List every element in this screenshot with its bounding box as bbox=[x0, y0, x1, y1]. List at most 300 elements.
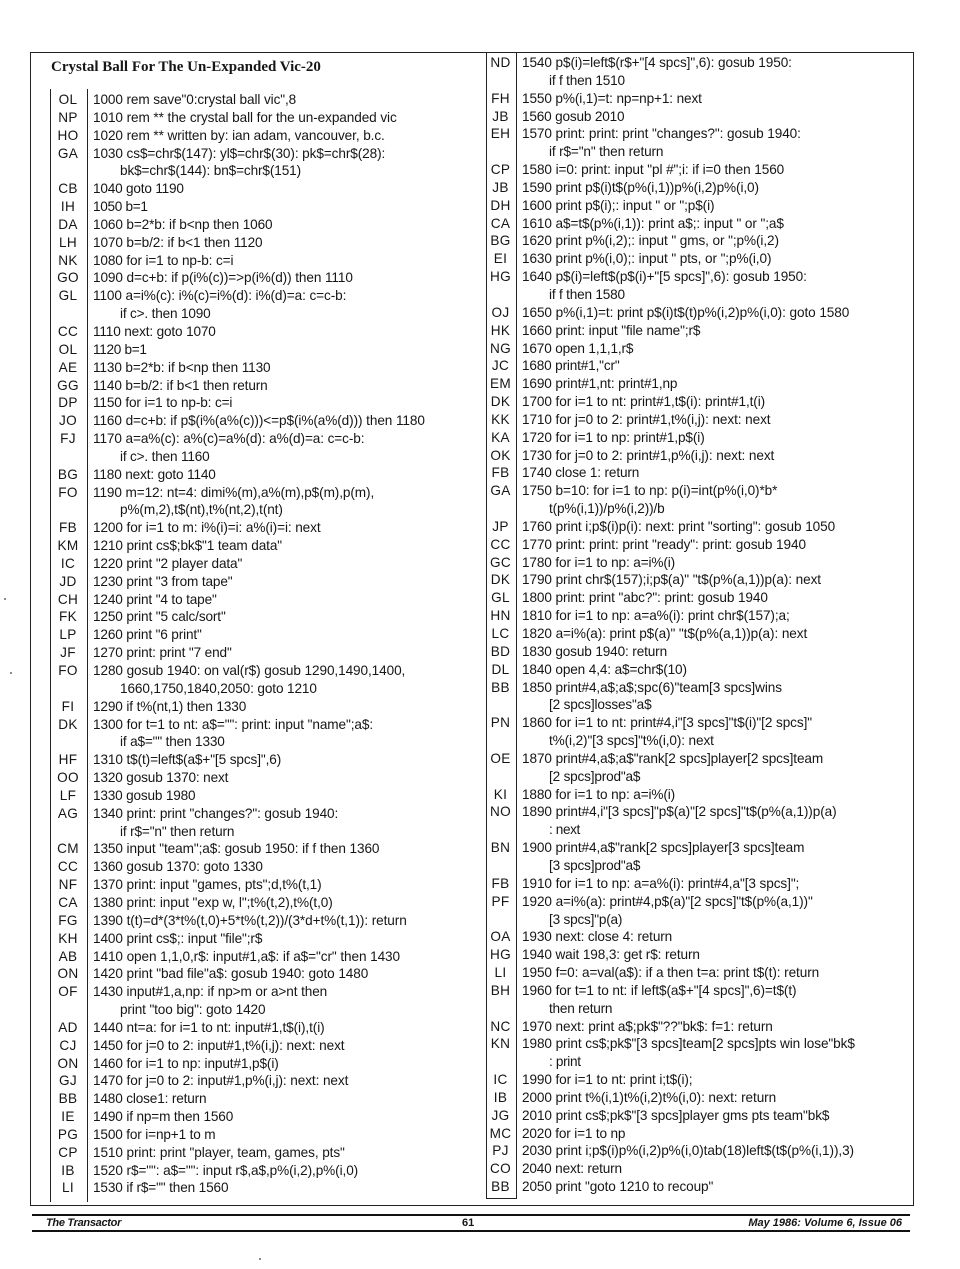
line-code: 1390 t(t)=d*(3*t%(t,0)+5*t%(t,2))/(3*d+t%(t,1)): return bbox=[93, 912, 407, 928]
line-checksum: NC bbox=[490, 1018, 511, 1034]
listing-line bbox=[486, 215, 910, 233]
line-code: 2030 print i;p$(i)p%(i,2)p%(i,0)tab(18)left$(t$(p%(i,1)),3) bbox=[522, 1143, 855, 1159]
listing-line bbox=[486, 946, 910, 964]
line-code: if c>. then 1090 bbox=[120, 306, 211, 322]
line-code: 1430 input#1,a,np: if np>m or a>nt then bbox=[93, 984, 328, 1000]
listing-line bbox=[50, 501, 482, 519]
line-checksum bbox=[486, 732, 515, 750]
line-code: 1720 for i=1 to np: print#1,p$(i) bbox=[522, 429, 705, 445]
line-checksum: FG bbox=[58, 912, 78, 928]
line-code: 1730 for j=0 to 2: print#1,p%(i,j): next: next bbox=[522, 447, 775, 463]
line-checksum: ON bbox=[57, 1055, 79, 1071]
line-checksum: IC bbox=[493, 1072, 508, 1088]
line-checksum: CC bbox=[490, 536, 511, 552]
line-code: 1260 print "6 print" bbox=[93, 627, 202, 643]
line-checksum: BB bbox=[58, 1091, 78, 1107]
line-checksum: IB bbox=[61, 1162, 75, 1178]
line-checksum: GC bbox=[490, 554, 511, 570]
listing-line bbox=[486, 393, 910, 411]
line-code: 1150 for i=1 to np-b: c=i bbox=[93, 395, 233, 411]
line-checksum: JB bbox=[492, 179, 509, 195]
line-code: 1030 cs$=chr$(147): yl$=chr$(30): pk$=chr$(28): bbox=[93, 145, 386, 161]
listing-line bbox=[486, 161, 910, 179]
line-code: 1870 print#4,a$;a$"rank[2 spcs]player[2 spcs]team bbox=[522, 750, 824, 766]
listing-line bbox=[486, 768, 910, 786]
listing-line bbox=[50, 127, 482, 145]
line-code: if c>. then 1160 bbox=[120, 448, 210, 464]
line-checksum: IC bbox=[60, 555, 76, 571]
line-code: 1560 gosub 2010 bbox=[522, 108, 625, 124]
code-lines bbox=[50, 91, 482, 1197]
listing-line bbox=[486, 821, 910, 839]
line-checksum: GL bbox=[58, 288, 78, 304]
line-checksum bbox=[486, 696, 515, 714]
line-code: 1280 gosub 1940: on val(r$) gosub 1290,1490,1400, bbox=[93, 663, 406, 678]
line-code: 1600 print p$(i);: input " or ";p$(i) bbox=[522, 197, 715, 213]
scan-speck bbox=[10, 672, 12, 674]
line-code: 1980 print cs$;pk$"[3 spcs]team[2 spcs]pts win lose"bk$ bbox=[522, 1036, 855, 1052]
line-checksum bbox=[50, 680, 86, 698]
line-code: 1540 p$(i)=left$(r$+"[4 spcs]",6): gosub 1950: bbox=[522, 55, 792, 70]
line-code: 1930 next: close 4: return bbox=[522, 929, 673, 945]
line-checksum: FB bbox=[491, 875, 510, 891]
line-code: 1960 for t=1 to nt: if left$(a$+"[4 spcs]",6)=t$(t) bbox=[522, 982, 797, 998]
listing-line bbox=[486, 803, 910, 821]
line-checksum bbox=[50, 162, 86, 180]
line-checksum: BB bbox=[491, 679, 510, 695]
line-code: 1330 gosub 1980 bbox=[93, 787, 196, 803]
line-checksum: HG bbox=[490, 269, 511, 285]
line-checksum: NF bbox=[58, 877, 78, 893]
line-code: 1680 print#1,"cr" bbox=[522, 358, 620, 374]
listing-line bbox=[486, 1107, 910, 1125]
listing-line bbox=[486, 893, 910, 911]
listing-line bbox=[486, 411, 910, 429]
listing-line bbox=[50, 608, 482, 626]
line-code: 1160 d=c+b: if p$(i%(a%(c)))<=p$(i%(a%(d))) then 1180 bbox=[93, 413, 425, 429]
line-checksum: KI bbox=[493, 786, 508, 802]
line-checksum: DL bbox=[491, 661, 510, 677]
listing-line bbox=[50, 537, 482, 555]
line-checksum bbox=[486, 911, 515, 929]
line-checksum: LI bbox=[62, 1180, 74, 1196]
line-checksum: BH bbox=[490, 982, 511, 998]
line-code: 1240 print "4 to tape" bbox=[93, 591, 217, 607]
listing-line bbox=[486, 750, 910, 768]
line-checksum: JC bbox=[491, 358, 510, 374]
line-checksum: IH bbox=[60, 199, 76, 215]
line-code: 2020 for i=1 to np bbox=[522, 1125, 626, 1141]
line-code: 1670 open 1,1,1,r$ bbox=[522, 340, 634, 356]
listing-line bbox=[486, 1160, 910, 1178]
listing-line bbox=[486, 143, 910, 161]
listing-line bbox=[486, 286, 910, 304]
line-checksum bbox=[486, 286, 515, 304]
listing-line bbox=[486, 1000, 910, 1018]
line-code: 1410 open 1,1,0,r$: input#1,a$: if a$="cr" then 1430 bbox=[93, 948, 400, 964]
line-checksum: EH bbox=[490, 126, 511, 142]
line-checksum: ON bbox=[57, 966, 79, 982]
line-code: 1190 m=12: nt=4: dimi%(m),a%(m),p$(m),p(m), bbox=[93, 484, 375, 500]
issue-info: May 1986: Volume 6, Issue 06 bbox=[748, 1217, 902, 1229]
right-column bbox=[486, 52, 910, 1199]
line-checksum: LH bbox=[59, 234, 77, 250]
line-checksum: JG bbox=[491, 1107, 510, 1123]
line-checksum: DK bbox=[490, 394, 511, 410]
line-code: 1880 for i=1 to np: a=i%(i) bbox=[522, 786, 676, 802]
line-code: 1350 input "team";a$: gosub 1950: if f then 1360 bbox=[93, 841, 380, 857]
line-checksum: CB bbox=[58, 181, 78, 197]
line-checksum: ND bbox=[490, 55, 511, 70]
line-code: if r$="n" then return bbox=[120, 823, 235, 839]
scan-speck bbox=[4, 598, 6, 600]
line-checksum: FO bbox=[58, 663, 78, 678]
listing-line bbox=[50, 1162, 482, 1180]
listing-line bbox=[486, 197, 910, 215]
listing-line bbox=[50, 466, 482, 484]
line-code: 1490 if np=m then 1560 bbox=[93, 1109, 234, 1125]
line-checksum: LP bbox=[59, 627, 77, 643]
line-checksum: NO bbox=[490, 804, 511, 820]
listing-line bbox=[486, 72, 910, 90]
line-checksum: FB bbox=[59, 520, 77, 536]
listing-line bbox=[50, 109, 482, 127]
article-title: Crystal Ball For The Un-Expanded Vic-20 bbox=[51, 59, 321, 75]
line-code: 1750 b=10: for i=1 to np: p(i)=int(p%(i,0)*b* bbox=[522, 483, 778, 499]
line-code: 1290 if t%(nt,1) then 1330 bbox=[93, 698, 247, 714]
line-code: 1060 b=2*b: if b<np then 1060 bbox=[93, 216, 273, 232]
listing-line bbox=[50, 840, 482, 858]
listing-line bbox=[486, 90, 910, 108]
listing-line bbox=[50, 180, 482, 198]
line-code: [2 spcs]losses"a$ bbox=[549, 697, 652, 713]
listing-line bbox=[50, 234, 482, 252]
line-code: 1920 a=i%(a): print#4,p$(a)"[2 spcs]"t$(p%(a,1))" bbox=[522, 893, 813, 909]
listing-line bbox=[486, 571, 910, 589]
line-code: 1740 close 1: return bbox=[522, 465, 640, 481]
line-code: 1200 for i=1 to m: i%(i)=i: a%(i)=i: next bbox=[93, 520, 321, 536]
listing-line bbox=[50, 787, 482, 805]
listing-line bbox=[50, 626, 482, 644]
line-checksum: NG bbox=[490, 340, 511, 356]
publication-name: The Transactor bbox=[46, 1217, 122, 1229]
line-checksum: FH bbox=[491, 90, 510, 106]
line-checksum: DK bbox=[58, 716, 78, 732]
listing-line bbox=[50, 894, 482, 912]
line-code: 1570 print: print: print "changes?": gosub 1940: bbox=[522, 126, 801, 142]
listing-line bbox=[486, 1018, 910, 1036]
line-checksum: MC bbox=[489, 1125, 512, 1141]
listing-line bbox=[486, 554, 910, 572]
line-code: 1010 rem ** the crystal ball for the un-expanded vic bbox=[93, 109, 397, 125]
line-checksum bbox=[50, 733, 86, 751]
line-checksum bbox=[486, 143, 515, 161]
line-code: 1220 print "2 player data" bbox=[93, 555, 243, 571]
line-code: 2000 print t%(i,1)t%(i,2)t%(i,0): next: return bbox=[522, 1089, 777, 1105]
page-number: 61 bbox=[462, 1217, 475, 1229]
listing-line bbox=[50, 1179, 482, 1197]
page-footer bbox=[32, 1214, 910, 1232]
line-code: 1080 for i=1 to np-b: c=i bbox=[93, 252, 234, 268]
listing-line bbox=[486, 679, 910, 697]
line-code: 1250 print "5 calc/sort" bbox=[93, 609, 226, 625]
listing-line bbox=[486, 375, 910, 393]
line-checksum: FK bbox=[59, 609, 77, 625]
line-checksum bbox=[486, 1000, 515, 1018]
listing-line bbox=[50, 948, 482, 966]
line-checksum: LF bbox=[59, 787, 77, 803]
line-checksum bbox=[486, 500, 515, 518]
listing-line bbox=[50, 305, 482, 323]
line-code: 1700 for i=1 to nt: print#1,t$(i): print#1,t(i) bbox=[522, 394, 766, 410]
line-code: 1360 gosub 1370: goto 1330 bbox=[93, 859, 263, 875]
listing-line bbox=[50, 1126, 482, 1144]
line-checksum: CM bbox=[57, 841, 79, 857]
line-code: 1100 a=i%(c): i%(c)=i%(d): i%(d)=a: c=c-b: bbox=[93, 288, 347, 304]
listing-line bbox=[50, 145, 482, 163]
line-checksum bbox=[50, 305, 86, 323]
line-code: 1090 d=c+b: if p(i%(c))=>p(i%(d)) then 1110 bbox=[93, 270, 353, 286]
listing-line bbox=[486, 732, 910, 750]
line-checksum: KH bbox=[58, 930, 78, 946]
listing-line bbox=[486, 1035, 910, 1053]
line-checksum: AD bbox=[58, 1019, 78, 1035]
listing-line bbox=[50, 1055, 482, 1073]
line-checksum: OJ bbox=[491, 304, 510, 320]
listing-line bbox=[50, 823, 482, 841]
listing-line bbox=[486, 714, 910, 732]
line-checksum: OF bbox=[58, 984, 78, 1000]
line-code: 1910 for i=1 to np: a=a%(i): print#4,a"[3 spcs]"; bbox=[522, 875, 800, 891]
listing-line bbox=[486, 232, 910, 250]
line-checksum bbox=[486, 72, 515, 90]
line-checksum: KM bbox=[57, 538, 79, 554]
line-checksum: EM bbox=[490, 376, 511, 392]
listing-line bbox=[486, 1071, 910, 1089]
listing-line bbox=[50, 359, 482, 377]
listing-line bbox=[50, 716, 482, 734]
line-code: 1900 print#4,a$"rank[2 spcs]player[3 spcs]team bbox=[522, 840, 805, 856]
listing-line bbox=[50, 983, 482, 1001]
line-checksum bbox=[486, 768, 515, 786]
line-code: 2050 print "goto 1210 to recoup" bbox=[522, 1179, 714, 1195]
line-code: 1550 p%(i,1)=t: np=np+1: next bbox=[522, 90, 702, 106]
line-code: [3 spcs]prod"a$ bbox=[549, 857, 641, 873]
listing-line bbox=[486, 340, 910, 358]
listing-line bbox=[486, 1089, 910, 1107]
line-code: 1040 goto 1190 bbox=[93, 181, 184, 197]
line-code: 1140 b=b/2: if b<1 then return bbox=[93, 377, 268, 393]
line-checksum: GJ bbox=[59, 1073, 77, 1089]
listing-line bbox=[486, 1053, 910, 1071]
listing-line bbox=[486, 447, 910, 465]
line-checksum: GL bbox=[491, 590, 510, 606]
listing-line bbox=[50, 1037, 482, 1055]
listing-line bbox=[50, 1019, 482, 1037]
line-code: 1050 b=1 bbox=[93, 199, 148, 215]
line-code: 1790 print chr$(157);i;p$(a)" "t$(p%(a,1))p(a): next bbox=[522, 572, 822, 588]
line-checksum: KA bbox=[491, 429, 510, 445]
line-code: 2010 print cs$;pk$"[3 spcs]player gms pts team"bk$ bbox=[522, 1107, 830, 1123]
line-code: 1170 a=a%(c): a%(c)=a%(d): a%(d)=a: c=c-b: bbox=[93, 431, 365, 447]
code-lines bbox=[486, 54, 910, 1196]
line-checksum: GO bbox=[57, 270, 79, 286]
line-code: 1610 a$=t$(p%(i,1)): print a$;: input " or ";a$ bbox=[522, 215, 784, 231]
listing-line bbox=[486, 875, 910, 893]
line-code: [2 spcs]prod"a$ bbox=[549, 768, 641, 784]
listing-line bbox=[486, 322, 910, 340]
line-checksum: NP bbox=[58, 109, 78, 125]
line-code: 1810 for i=1 to np: a=a%(i): print chr$(157);a; bbox=[522, 608, 790, 624]
line-checksum: GG bbox=[57, 377, 79, 393]
line-checksum: BG bbox=[490, 233, 511, 249]
line-code: 1510 print: print "player, team, games, pts" bbox=[93, 1144, 345, 1160]
line-checksum: DK bbox=[490, 572, 511, 588]
line-checksum: DA bbox=[58, 216, 78, 232]
listing-line bbox=[486, 696, 910, 714]
line-checksum: PJ bbox=[492, 1143, 509, 1159]
listing-line bbox=[50, 377, 482, 395]
line-code: 1000 rem save"0:crystal ball vic",8 bbox=[93, 92, 297, 107]
listing-line bbox=[50, 1090, 482, 1108]
line-code: 1300 for t=1 to nt: a$="": print: input "name";a$: bbox=[93, 716, 374, 732]
listing-line bbox=[50, 698, 482, 716]
line-code: bk$=chr$(144): bn$=chr$(151) bbox=[120, 163, 301, 179]
listing-line bbox=[50, 1108, 482, 1126]
line-code: if r$="n" then return bbox=[549, 144, 664, 160]
line-checksum: JF bbox=[60, 645, 76, 661]
line-checksum: PN bbox=[490, 715, 511, 731]
listing-line bbox=[486, 500, 910, 518]
line-code: 1770 print: print: print "ready": print: gosub 1940 bbox=[522, 536, 806, 552]
scan-speck bbox=[259, 1258, 261, 1260]
line-code: 1450 for j=0 to 2: input#1,t%(i,j): next: next bbox=[93, 1037, 345, 1053]
line-code: 1940 wait 198,3: get r$: return bbox=[522, 947, 700, 963]
line-checksum: JD bbox=[59, 573, 77, 589]
listing-line bbox=[486, 536, 910, 554]
line-code: 2040 next: return bbox=[522, 1161, 622, 1177]
line-code: 1850 print#4,a$;a$;spc(6)"team[3 spcs]wins bbox=[522, 679, 782, 695]
listing-line bbox=[486, 589, 910, 607]
listing-line bbox=[486, 429, 910, 447]
line-code: 1970 next: print a$;pk$"??"bk$: f=1: return bbox=[522, 1018, 773, 1034]
line-code: 1760 print i;p$(i)p(i): next: print "sorting": gosub 1050 bbox=[522, 518, 836, 534]
line-code: 1530 if r$="" then 1560 bbox=[93, 1180, 229, 1196]
line-code: 1860 for i=1 to nt: print#4,i"[3 spcs]"t$(i)"[2 spcs]" bbox=[522, 715, 813, 731]
line-checksum: BD bbox=[490, 643, 511, 659]
listing-line bbox=[50, 394, 482, 412]
listing-line bbox=[50, 1001, 482, 1019]
listing-line bbox=[486, 607, 910, 625]
line-code: 1130 b=2*b: if b<np then 1130 bbox=[93, 359, 271, 375]
listing-line bbox=[486, 1178, 910, 1196]
line-code: p%(m,2),t$(nt),t%(nt,2),t(nt) bbox=[120, 502, 283, 518]
listing-line bbox=[50, 323, 482, 341]
listing-line bbox=[486, 357, 910, 375]
listing-line bbox=[486, 661, 910, 679]
line-code: 1890 print#4,i"[3 spcs]"p$(a)"[2 spcs]"t$(p%(a,1))p(a) bbox=[522, 804, 837, 820]
line-code: 1120 b=1 bbox=[93, 341, 147, 357]
line-checksum: OL bbox=[58, 341, 78, 357]
line-code: : next bbox=[549, 822, 580, 838]
line-code: 1640 p$(i)=left$(p$(i)+"[5 spcs]",6): gosub 1950: bbox=[522, 269, 807, 285]
left-listing bbox=[50, 89, 482, 1202]
line-code: 1820 a=i%(a): print p$(a)" "t$(p%(a,1))p(a): next bbox=[522, 626, 808, 641]
listing-line bbox=[50, 573, 482, 591]
listing-line bbox=[486, 786, 910, 804]
line-checksum: GA bbox=[490, 483, 511, 499]
line-checksum: HG bbox=[490, 947, 511, 963]
line-checksum: HK bbox=[490, 322, 511, 338]
listing-line bbox=[486, 54, 910, 72]
line-checksum: CP bbox=[58, 1144, 78, 1160]
listing-line bbox=[50, 912, 482, 930]
listing-line bbox=[50, 341, 482, 359]
line-checksum bbox=[486, 1053, 515, 1071]
listing-line bbox=[50, 1072, 482, 1090]
line-checksum: CJ bbox=[59, 1037, 77, 1053]
line-code: 1210 print cs$;bk$"1 team data" bbox=[93, 538, 282, 554]
listing-line bbox=[50, 162, 482, 180]
listing-line bbox=[50, 751, 482, 769]
line-checksum: IE bbox=[61, 1109, 75, 1125]
line-code: 1580 i=0: print: input "pl #";i: if i=0 then 1560 bbox=[522, 162, 785, 178]
line-code: 1660,1750,1840,2050: goto 1210 bbox=[120, 680, 317, 696]
line-checksum: CP bbox=[490, 162, 511, 178]
listing-line bbox=[486, 268, 910, 286]
line-checksum: FJ bbox=[60, 431, 76, 447]
line-checksum bbox=[50, 1001, 86, 1019]
line-checksum: CA bbox=[490, 215, 511, 231]
listing-line bbox=[50, 965, 482, 983]
line-code: 1500 for i=np+1 to m bbox=[93, 1126, 216, 1142]
line-code: 1180 next: goto 1140 bbox=[93, 466, 216, 482]
listing-line bbox=[50, 198, 482, 216]
line-code: 1630 print p%(i,0);: input " pts, or ";p%(i,0) bbox=[522, 251, 772, 267]
line-code: then return bbox=[549, 1000, 613, 1016]
listing-line bbox=[486, 108, 910, 126]
line-checksum: CH bbox=[57, 591, 79, 607]
listing-line bbox=[486, 125, 910, 143]
listing-line bbox=[486, 518, 910, 536]
line-code: 1840 open 4,4: a$=chr$(10) bbox=[522, 661, 687, 677]
line-code: 1800 print: print "abc?": print: gosub 1940 bbox=[522, 590, 768, 606]
listing-line bbox=[50, 448, 482, 466]
line-checksum: LI bbox=[494, 965, 507, 981]
line-code: 1020 rem ** written by: ian adam, vancouver, b.c. bbox=[93, 127, 385, 143]
line-checksum: FO bbox=[58, 484, 78, 500]
line-checksum: JO bbox=[59, 413, 77, 429]
line-code: 1620 print p%(i,2);: input " gms, or ";p%(i,2) bbox=[522, 233, 779, 249]
line-checksum: AB bbox=[58, 948, 78, 964]
line-checksum: JB bbox=[492, 108, 509, 124]
line-checksum: OL bbox=[58, 92, 78, 107]
line-code: if f then 1580 bbox=[549, 286, 625, 302]
line-code: 1460 for i=1 to np: input#1,p$(i) bbox=[93, 1055, 279, 1071]
line-checksum bbox=[486, 857, 515, 875]
line-code: 1070 b=b/2: if b<1 then 1120 bbox=[93, 234, 263, 250]
line-checksum bbox=[486, 821, 515, 839]
listing-line bbox=[486, 857, 910, 875]
line-checksum: CC bbox=[57, 859, 79, 875]
line-checksum: BB bbox=[491, 1179, 510, 1195]
line-code: 1520 r$="": a$="": input r$,a$,p%(i,2),p%(i,0) bbox=[93, 1162, 359, 1178]
left-column bbox=[50, 57, 482, 1202]
line-checksum: KN bbox=[490, 1036, 511, 1052]
line-checksum: LC bbox=[491, 626, 510, 641]
line-code: 1110 next: goto 1070 bbox=[93, 323, 216, 339]
line-code: 1650 p%(i,1)=t: print p$(i)t$(t)p%(i,2)p%(i,0): goto 1580 bbox=[522, 304, 850, 320]
